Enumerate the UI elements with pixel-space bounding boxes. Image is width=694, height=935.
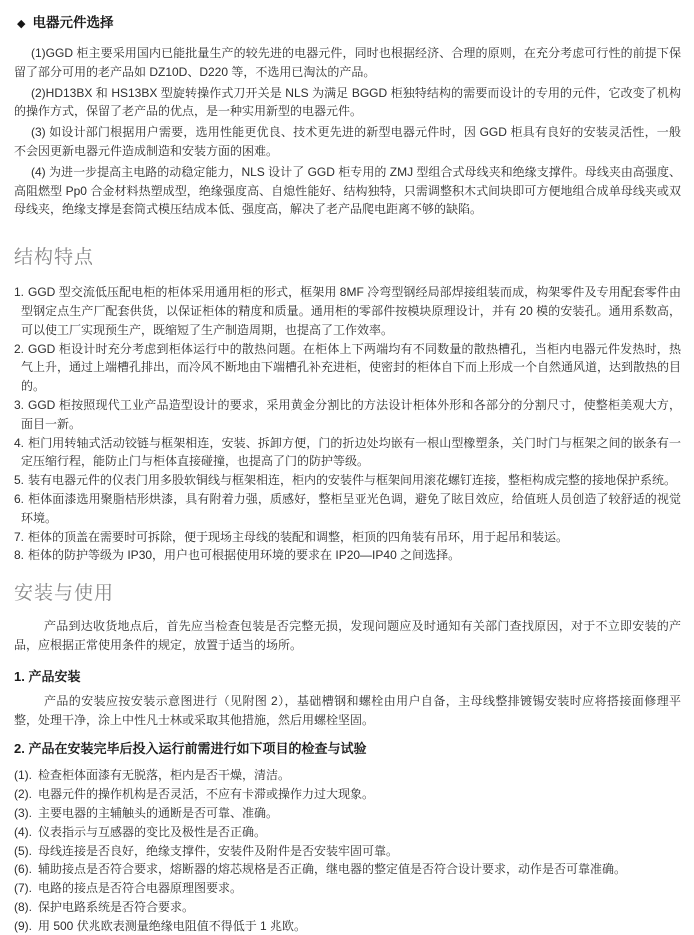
- structure-item-1: [14, 283, 681, 339]
- component-selection-paragraph-4: (4) 为进一步提高主电路的动稳定能力，NLS 设计了 GGD 柜专用的 ZMJ 型组合式母线夹和绝缘支撑件。母线夹由高强度、高阻燃型 Pp0 合金材料热塑成型，绝缘强度高、自熄性能好、结构独特，只需调整积木式间块即可方便地组合成单母线夹或双母线夹，绝缘支撑是套筒式模压结成本低、强度高，解决了老产品爬电距离不够的缺陷。: [14, 164, 681, 217]
- check-number: (8).: [14, 899, 32, 914]
- check-item-2: [14, 785, 681, 804]
- item-text: GGD 柜按照现代工业产品造型设计的要求，采用黄金分割比的方法设计柜体外形和各部分的分割尺寸，使整柜美观大方，面目一新。: [21, 397, 681, 431]
- item-number: 5.: [14, 473, 25, 488]
- check-number: (3).: [14, 805, 32, 820]
- check-item-6: [14, 860, 681, 879]
- check-number: (4).: [14, 824, 32, 839]
- subsection-title-product-install: 1. 产品安装: [14, 668, 81, 684]
- structure-item-8: [14, 546, 681, 565]
- installation-intro-paragraph: 产品到达收货地点后，首先应当检查包装是否完整无损，发现问题应及时通知有关部门查找原因，对于不立即安装的产品，应根据正常使用条件的规定，放置于适当的场所。: [14, 619, 681, 652]
- component-selection-paragraph-2: (2)HD13BX 和 HS13BX 型旋转操作式刀开关是 NLS 为满足 BGGD 柜独特结构的需要而设计的专用的元件，它改变了机构的操作方式，保留了老产品的优点，是一种实用新型的电器元件。: [14, 85, 681, 119]
- item-text: 柜体面漆选用聚脂桔形烘漆，具有附着力强，质感好，整柜呈亚光色调，避免了眩目效应，给值班人员创造了较舒适的视觉环境。: [21, 491, 681, 525]
- structure-item-6: [14, 490, 681, 528]
- check-text: 保护电路系统是否符合要求。: [38, 899, 195, 914]
- item-text: 柜体的防护等级为 IP30，用户也可根据使用环境的要求在 IP20—IP40 之间选择。: [28, 548, 461, 563]
- item-text: 装有电器元件的仪表门用多股软铜线与框架相连，柜内的安装件与框架间用滚花螺钉连接，整柜构成完整的接地保护系统。: [28, 473, 677, 488]
- check-item-4: [14, 823, 681, 842]
- structure-item-7: [14, 528, 681, 547]
- check-item-3: [14, 804, 681, 823]
- item-text: GGD 柜设计时充分考虑到柜体运行中的散热问题。在柜体上下两端均有不同数量的散热槽孔，当柜内电器元件发热时，热气上升，通过上端槽孔排出，而冷风不断地由下端槽孔补充进柜，使密封的柜体自下而上形成一个自然通风道，达到散热的目的。: [21, 341, 682, 394]
- component-selection-title-text: 电器元件选择: [32, 15, 114, 30]
- structure-item-4: [14, 434, 681, 472]
- check-item-8: [14, 898, 681, 917]
- item-number: 3.: [14, 397, 25, 412]
- structure-item-2: [14, 340, 681, 396]
- check-number: (6).: [14, 862, 32, 877]
- check-text: 用 500 伏兆欧表测量绝缘电阻值不得低于 1 兆欧。: [38, 918, 307, 933]
- check-item-7: [14, 879, 681, 898]
- item-number: 7.: [14, 529, 25, 544]
- component-selection-paragraph-3: (3) 如设计部门根据用户需要，选用性能更优良、技术更先进的新型电器元件时，因 GGD 柜具有良好的安装灵活性，一般不会因更新电器元件造成制造和安装方面的困难。: [14, 125, 681, 158]
- item-number: 4.: [14, 435, 25, 450]
- pre-run-checks-list: [14, 766, 681, 935]
- item-text: 柜门用转轴式活动铰链与框架相连，安装、拆卸方便，门的折边处均嵌有一根山型橡塑条，关门时门与框架之间的嵌条有一定压缩行程，能防止门与柜体直接碰撞，也提高了门的防护等级。: [21, 435, 681, 469]
- component-selection-paragraphs: [14, 44, 681, 219]
- check-text: 辅助接点是否符合要求，熔断器的熔芯规格是否正确，继电器的整定值是否符合设计要求，动作是否可靠准确。: [38, 862, 627, 877]
- check-text: 主要电器的主辅触头的通断是否可靠、准确。: [38, 805, 279, 820]
- check-text: 检查柜体面漆有无脱落，柜内是否干燥，清洁。: [38, 768, 291, 783]
- item-text: GGD 型交流低压配电柜的柜体采用通用柜的形式，框架用 8MF 冷弯型钢经局部焊接组装而成，构架零件及专用配套零件由型钢定点生产厂配套供货，以保证柜体的精度和质量。通用柜的零部件按模块原理设计，并有 20 模的安装孔。通用系数高，可以使工厂实现预生产，既缩短了生产制造周期，也提高了工作效率。: [21, 285, 681, 337]
- product-install-paragraph: 产品的安装应按安装示意图进行（见附图 2），基础槽钢和螺栓由用户自备，主母线整排镀锡安装时应将搭接面修理平整，处理干净，涂上中性凡士林或采取其他措施，然后用螺栓坚固。: [14, 693, 681, 727]
- component-selection-paragraph-1: (1)GGD 柜主要采用国内已能批量生产的较先进的电器元件，同时也根据经济、合理的原则，在充分考虑可行性的前提下保留了部分可用的老产品如 DZ10D、D220 等，不选用已淘汰的产品。: [14, 46, 681, 79]
- item-text: 柜体的顶盖在需要时可拆除，便于现场主母线的装配和调整，柜顶的四角装有吊环，用于起吊和装运。: [28, 529, 569, 544]
- check-number: (9).: [14, 918, 32, 933]
- diamond-bullet-icon: ◆: [17, 18, 26, 30]
- check-text: 电器元件的操作机构是否灵活，不应有卡滞或操作力过大现象。: [38, 787, 375, 802]
- check-number: (7).: [14, 881, 32, 896]
- check-item-1: [14, 766, 681, 785]
- structure-item-3: [14, 396, 681, 434]
- check-item-9: [14, 917, 681, 935]
- check-text: 母线连接是否良好，绝缘支撑件，安装件及附件是否安装牢固可靠。: [38, 843, 399, 858]
- check-number: (2).: [14, 787, 32, 802]
- structure-item-5: [14, 471, 681, 490]
- structure-features-list: [14, 283, 681, 565]
- item-number: 1.: [14, 285, 25, 300]
- section-title-structure-features: 结构特点: [14, 247, 95, 269]
- check-text: 仪表指示与互感器的变比及极性是否正确。: [38, 824, 267, 839]
- item-number: 6.: [14, 491, 25, 506]
- check-number: (5).: [14, 843, 32, 858]
- subsection-title-pre-run-checks: 2. 产品在安装完毕后投入运行前需进行如下项目的检查与试验: [14, 741, 367, 757]
- item-number: 2.: [14, 341, 25, 356]
- check-item-5: [14, 842, 681, 861]
- section-title-component-selection: [17, 14, 681, 33]
- check-number: (1).: [14, 768, 32, 783]
- section-title-installation-use: 安装与使用: [14, 583, 115, 605]
- check-text: 电路的接点是否符合电器原理图要求。: [38, 881, 243, 896]
- item-number: 8.: [14, 548, 25, 563]
